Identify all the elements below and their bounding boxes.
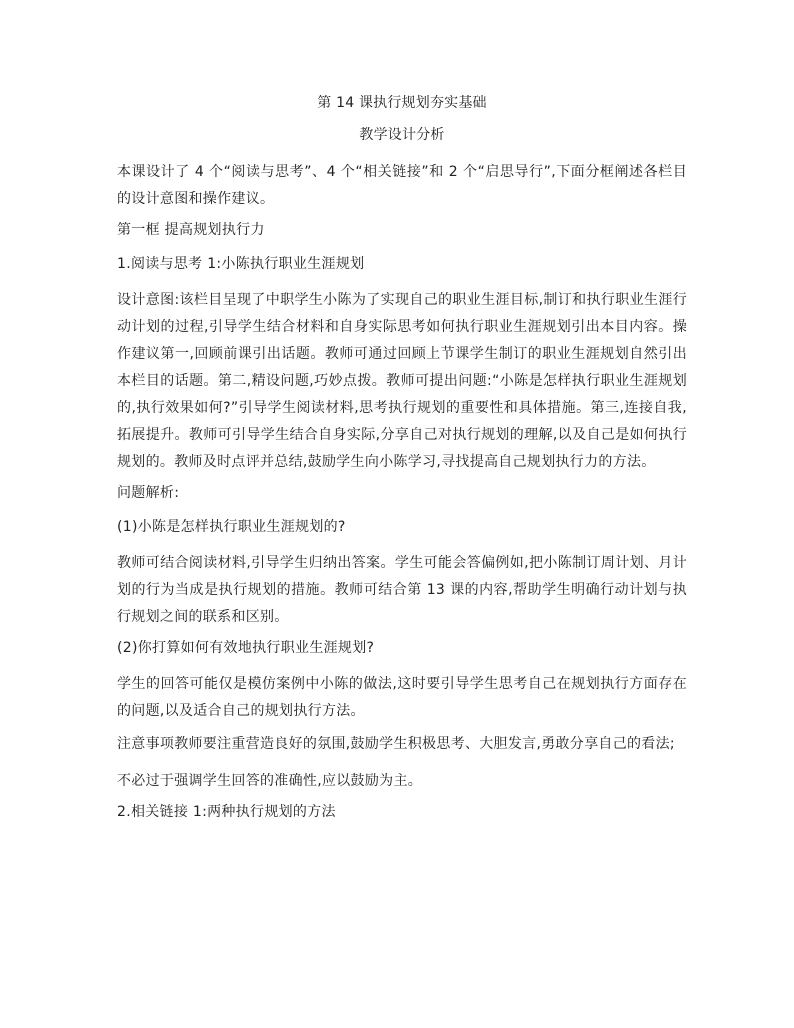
answer-one-paragraph: 教师可结合阅读材料,引导学生归纳出答案。学生可能会答偏例如,把小陈制订周计划、月计划的行为当成是执行规划的措施。教师可结合第 13 课的内容,帮助学生明确行动计划与执行规划之间的联系和区别。 <box>117 555 687 625</box>
document-title: 第 14 课执行规划夯实基础 <box>317 95 487 111</box>
intro-paragraph: 本课设计了 4 个“阅读与思考”、4 个“相关链接”和 2 个“启思导行”,下面分框阐述各栏目的设计意图和操作建议。 <box>117 164 687 207</box>
question-one: (1)小陈是怎样执行职业生涯规划的? <box>117 519 346 535</box>
answer-two-paragraph: 学生的回答可能仅是模仿案例中小陈的做法,这时要引导学生思考自己在规划执行方面存在的问题,以及适合自己的规划执行方法。 <box>117 676 687 719</box>
notice-line-one: 注意事项教师要注重营造良好的氛围,鼓励学生积极思考、大胆发言,勇敢分享自己的看法; <box>117 736 675 752</box>
notice-line-two: 不必过于强调学生回答的准确性,应以鼓励为主。 <box>117 773 423 789</box>
section-one-heading: 第一框 提高规划执行力 <box>117 222 265 238</box>
document-body <box>117 93 687 835</box>
item-two-heading: 2.相关链接 1:两种执行规划的方法 <box>117 804 336 820</box>
document-subtitle: 教学设计分析 <box>359 127 445 143</box>
question-two: (2)你打算如何有效地执行职业生涯规划? <box>117 640 375 656</box>
analysis-label: 问题解析: <box>117 485 180 501</box>
item-one-heading: 1.阅读与思考 1:小陈执行职业生涯规划 <box>117 256 365 272</box>
design-intent-paragraph: 设计意图:该栏目呈现了中职学生小陈为了实现自己的职业生涯目标,制订和执行职业生涯行动计划的过程,引导学生结合材料和自身实际思考如何执行职业生涯规划引出本目内容。操作建议第一,回顾前课引出话题。教师可通过回顾上节课学生制订的职业生涯规划自然引出本栏目的话题。第二,精设问题,巧妙点拨。教师可提出问题:“小陈是怎样执行职业生涯规划的,执行效果如何?”引导学生阅读材料,思考执行规划的重要性和具体措施。第三,连接自我,拓展提升。教师可引导学生结合自身实际,分享自己对执行规划的理解,以及自己是如何执行规划的。教师及时点评并总结,鼓励学生向小陈学习,寻找提高自己规划执行力的方法。 <box>117 292 687 470</box>
